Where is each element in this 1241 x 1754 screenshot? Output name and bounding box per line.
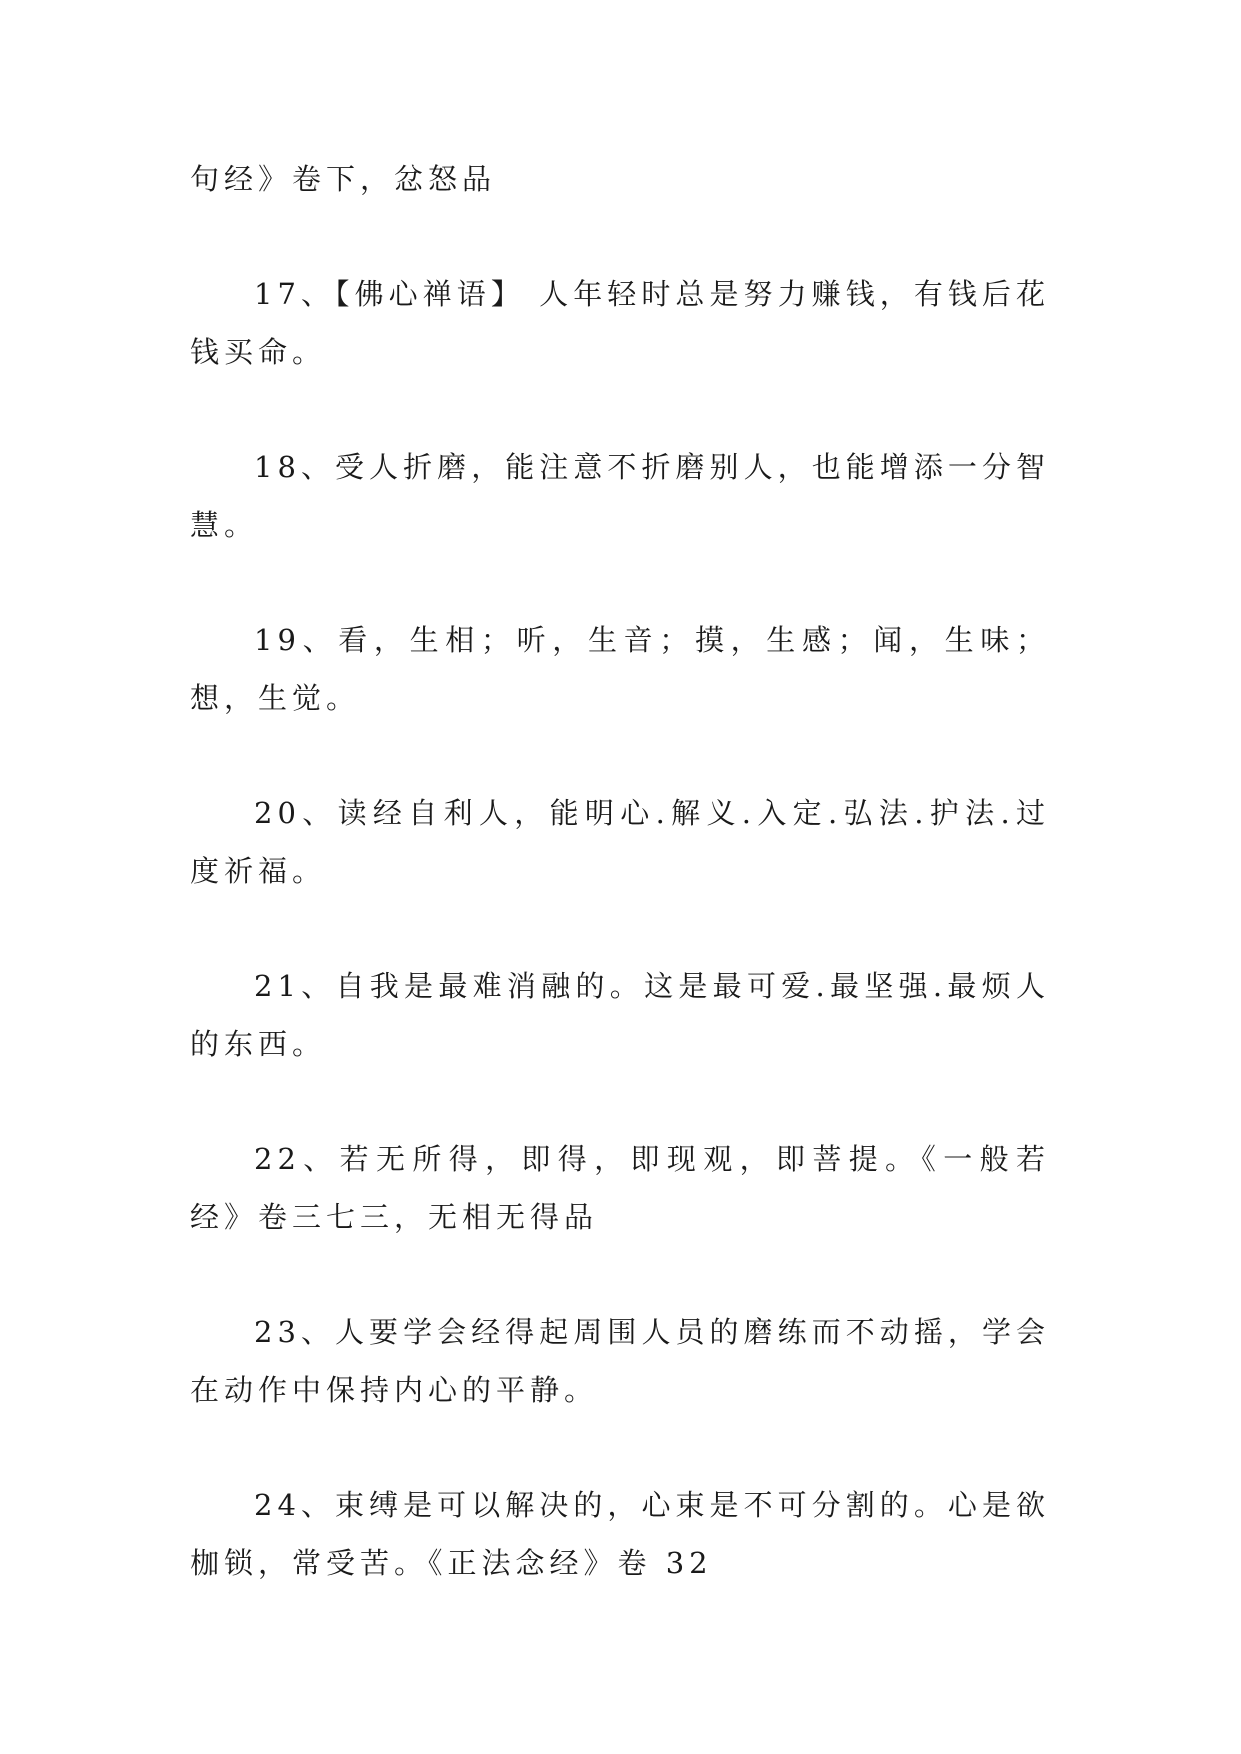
paragraph-17: 17、【佛心禅语】 人年轻时总是努力赚钱，有钱后花钱买命。 bbox=[190, 277, 1050, 369]
paragraph-22: 22、若无所得，即得，即现观，即菩提。《一般若经》卷三七三，无相无得品 bbox=[190, 1142, 1050, 1234]
paragraph-20: 20、读经自利人，能明心.解义.入定.弘法.护法.过度祈福。 bbox=[190, 796, 1050, 888]
paragraph-18: 18、受人折磨，能注意不折磨别人，也能增添一分智慧。 bbox=[190, 450, 1050, 542]
document-body bbox=[190, 150, 1050, 1649]
paragraph-24: 24、束缚是可以解决的，心束是不可分割的。心是欲枷锁，常受苦。《正法念经》卷 32 bbox=[190, 1488, 1050, 1580]
paragraph-21: 21、自我是最难消融的。这是最可爱.最坚强.最烦人的东西。 bbox=[190, 969, 1050, 1061]
paragraph-19: 19、看，生相；听，生音；摸，生感；闻，生味；想，生觉。 bbox=[190, 623, 1050, 715]
paragraph-continued: 句经》卷下，忿怒品 bbox=[190, 162, 497, 196]
paragraph-23: 23、人要学会经得起周围人员的磨练而不动摇，学会在动作中保持内心的平静。 bbox=[190, 1315, 1050, 1407]
